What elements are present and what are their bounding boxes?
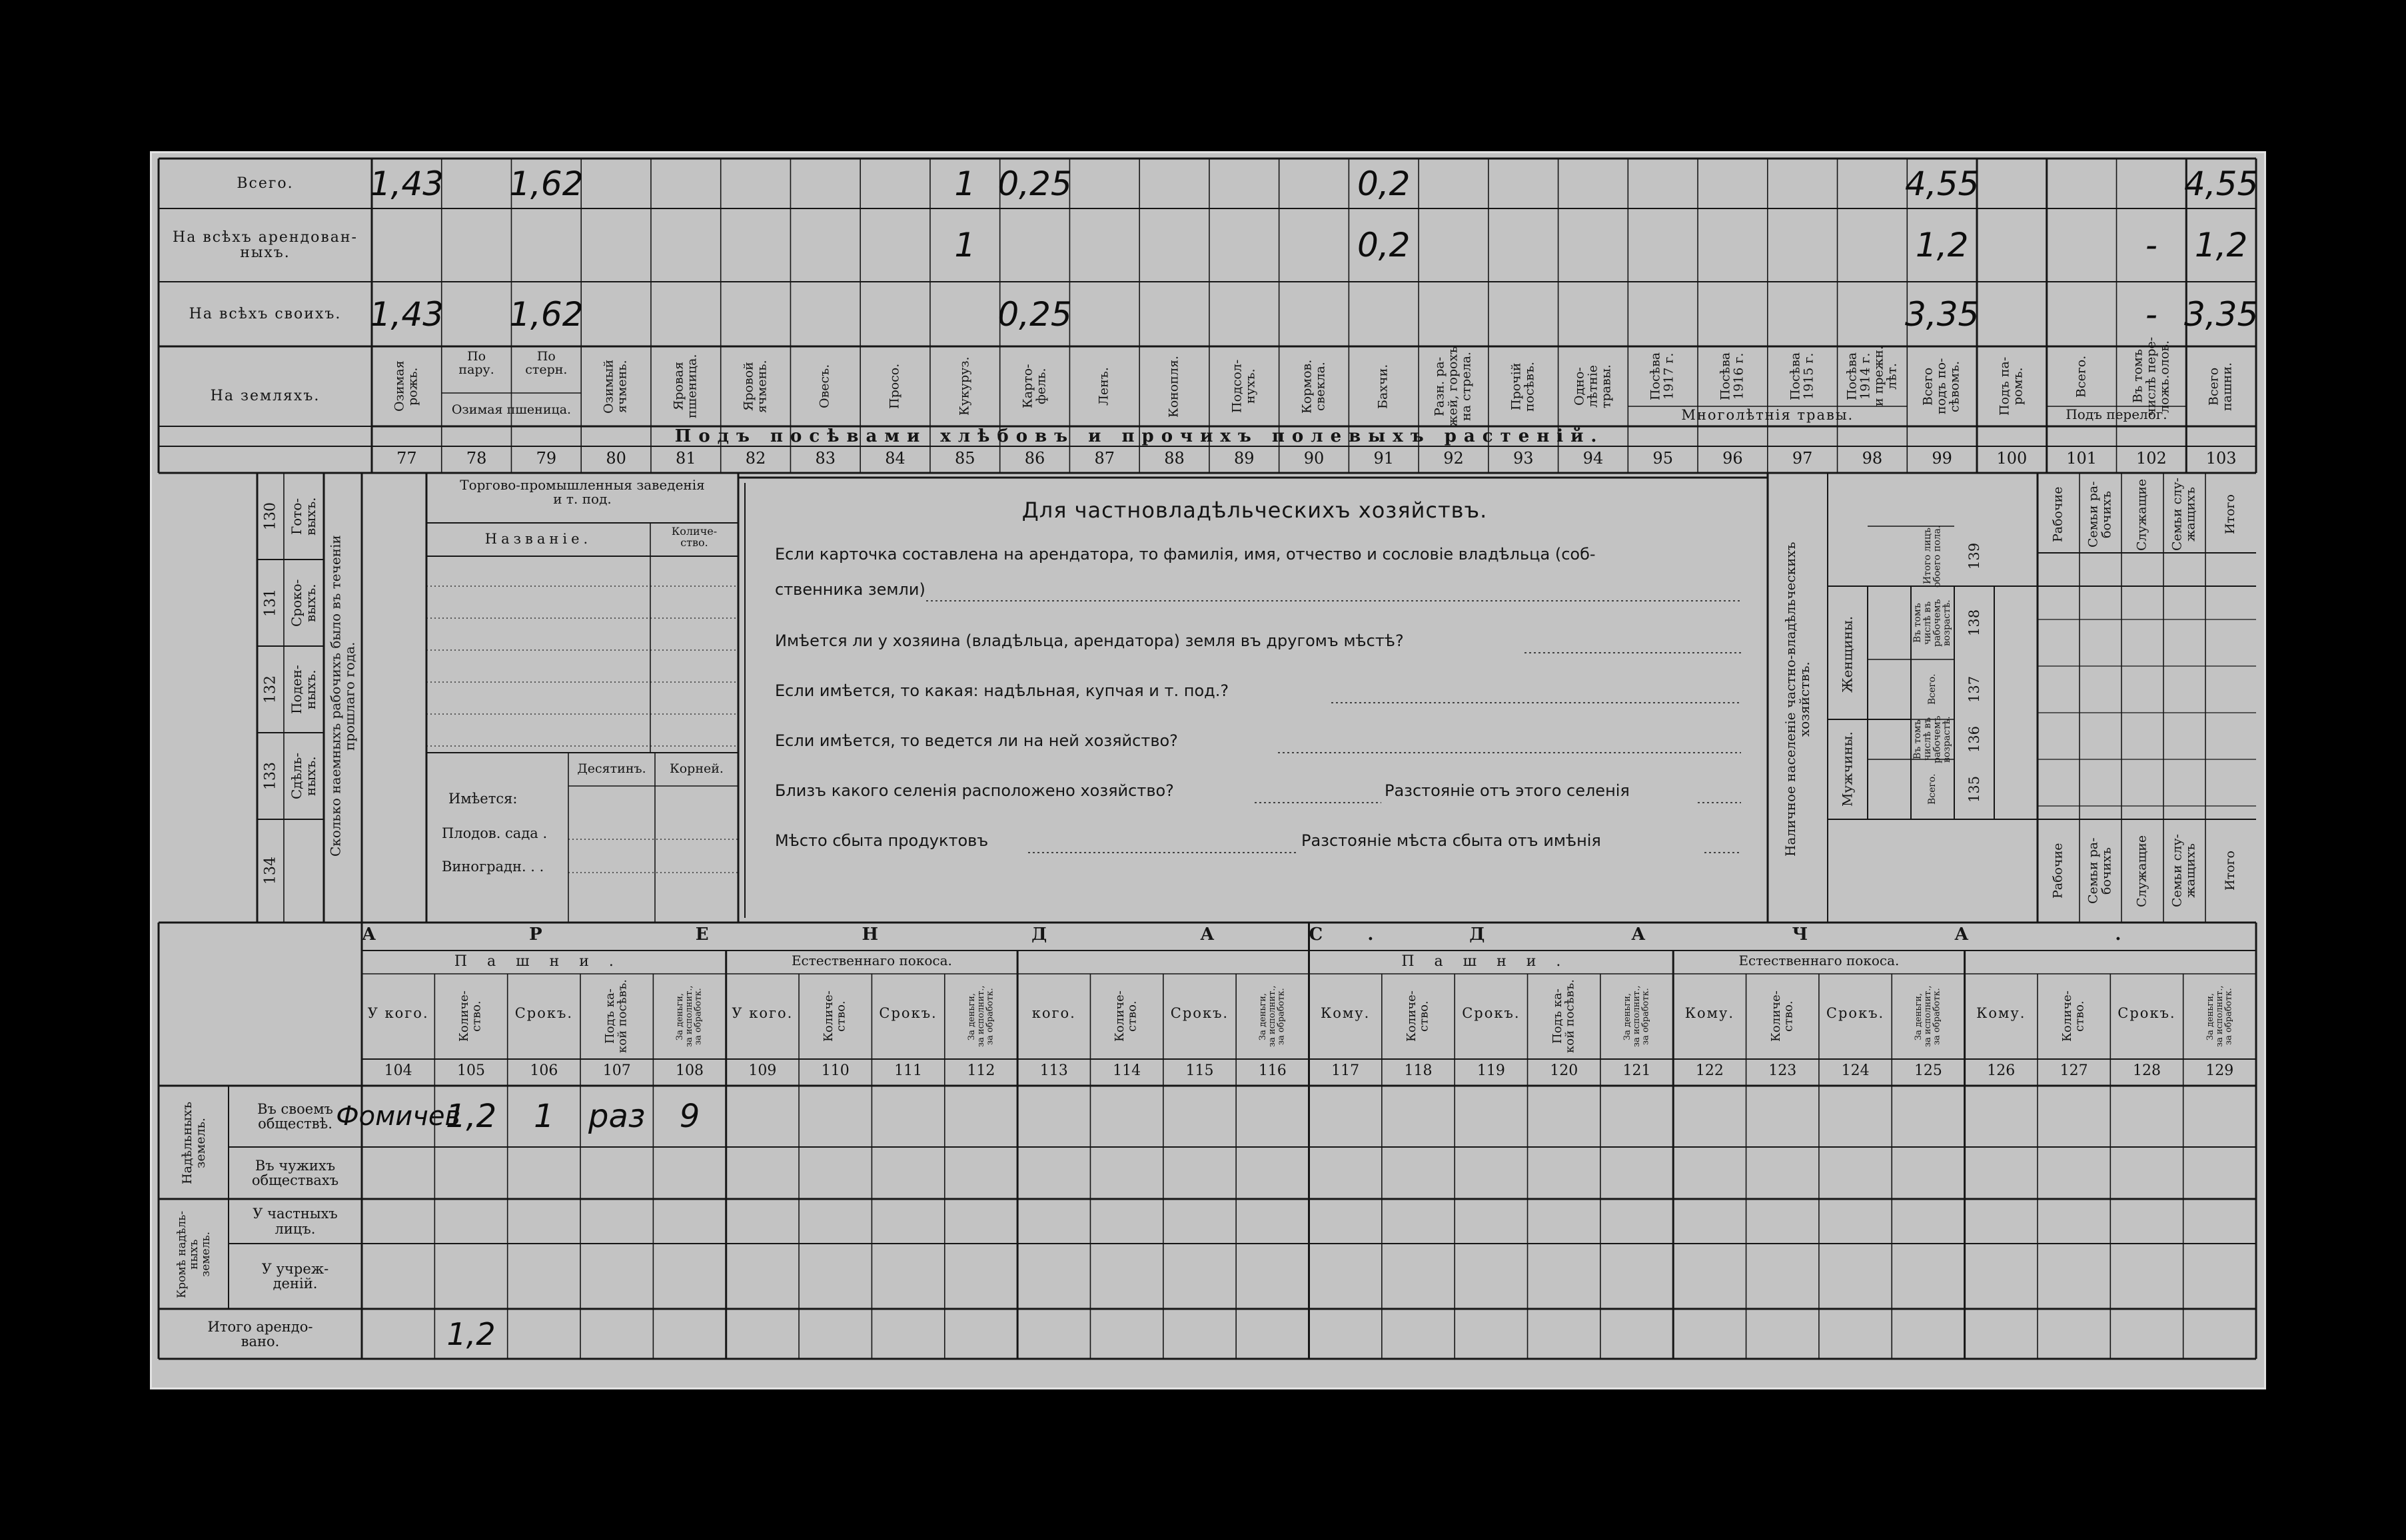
bottom-col-number: 111 [894,1062,923,1079]
top-row-label: На всѣхъ своихъ. [189,305,342,322]
pop-col-header: Семьи слу- жащихъ [2169,834,2198,908]
bottom-col-header: Количе- ство. [457,990,484,1042]
column-header: Въ томъ числѣ пере- ложь.олов. [2129,336,2171,416]
bottom-col-number: 123 [1768,1062,1797,1079]
nadel-group-label: Надѣльныхъ земель. [180,1101,208,1185]
handwritten-value: 0,25 [997,164,1072,203]
handwritten-entry: 9 [679,1098,700,1135]
worker-col-number: 133 [262,762,279,790]
column-header: Яровая пшеница. [671,354,700,419]
bottom-col-header: За деньги, за исполнит., за обработк. [1622,985,1651,1048]
column-header: Разн. ра- жей, горохъ на стрела. [1432,346,1474,427]
handwritten-value: 3,35 [1904,294,1980,334]
column-number: 93 [1512,449,1534,468]
column-header: Всего. [2074,355,2089,398]
worker-col-header: Гото- выхъ. [289,497,318,536]
column-number: 81 [676,449,696,468]
vinograd-label: Виноградн. . . [442,859,544,875]
pop-col-header: Рабочие [2050,486,2066,543]
bottom-col-number: 116 [1258,1062,1287,1079]
bottom-col-number: 113 [1039,1062,1068,1079]
bottom-col-header: За деньги, за исполнит., за обработк. [1258,985,1287,1048]
bottom-col-number: 125 [1914,1062,1942,1079]
bottom-row-label: Въ своемъ обществѣ. [257,1100,333,1132]
bottom-col-number: 117 [1331,1062,1360,1079]
bottom-col-number: 124 [1841,1062,1870,1079]
handwritten-value: 3,35 [2183,294,2259,334]
pop-sub-header: Всего. [1927,773,1938,805]
handwritten-value: 0,2 [1357,226,1411,264]
trade-qty-header: Количе- ство. [671,525,718,549]
column-number: 98 [1862,449,1883,468]
census-card [150,151,2266,1389]
itogo-label: Итого арендо- вано. [207,1318,313,1349]
column-header: Прочій посѣвъ. [1508,361,1537,412]
pop-sub-number: 138 [1966,609,1982,637]
column-header: Всего пашни. [2206,362,2235,411]
handwritten-value: 1,62 [509,164,584,203]
bottom-col-number: 107 [602,1062,631,1079]
na-zemlyakh-label: На земляхъ. [210,388,320,405]
handwritten-value: 1,2 [2194,226,2248,264]
handwritten-itogo: 1,2 [446,1316,496,1352]
column-number: 83 [815,449,836,468]
question-other-land: Имѣется ли у хозяина (владѣльца, арендатора) земля въ другомъ мѣстѣ? [775,631,1404,650]
arenda-header: АРЕНДА. [362,925,1527,945]
pop-sub-number: 139 [1966,542,1982,570]
bottom-col-header: Срокъ. [1170,1005,1229,1021]
korney-header: Корней. [670,761,724,776]
trade-name-header: Названіе. [484,531,592,547]
column-number: 90 [1303,449,1325,468]
bottom-col-number: 106 [530,1062,558,1079]
bottom-col-header: Количе- ство. [821,990,848,1042]
pop-col-header: Служащие [2134,835,2149,907]
plodov-sad-label: Плодов. сада . [442,825,548,841]
bottom-col-number: 118 [1404,1062,1433,1079]
bottom-col-number: 110 [821,1062,850,1079]
bottom-col-number: 112 [967,1062,995,1079]
pop-sub-number: 137 [1966,675,1982,703]
pop-sub-header: Всего. [1927,673,1938,705]
column-header: Бахчи. [1375,364,1391,409]
column-number: 79 [536,449,557,468]
pop-sub-header: Въ томъ числѣ въ рабочемъ возрастѣ. [1912,715,1953,763]
pop-col-header: Рабочие [2050,843,2066,899]
column-header: Овесъ. [817,364,832,409]
bottom-col-number: 122 [1695,1062,1724,1079]
worker-col-number: 132 [262,675,279,703]
bottom-col-header: За деньги, за исполнит., за обработк. [675,985,704,1048]
column-number: 103 [2205,449,2237,468]
worker-col-number: 130 [262,502,279,530]
column-number: 87 [1094,449,1115,468]
bottom-col-header: Срокъ. [1826,1005,1885,1021]
bottom-col-header: Количе- ство. [2060,990,2087,1042]
bottom-col-header: Срокъ. [2117,1005,2176,1021]
worker-col-header: Сдѣль- ныхъ. [289,752,318,800]
hired-workers-title: Сколько наемныхъ рабочихъ было въ теченіи прошлаго года. [327,535,358,857]
bottom-col-number: 109 [748,1062,777,1079]
bottom-col-number: 120 [1550,1062,1578,1079]
bottom-col-header: Количе- ство. [1404,990,1431,1042]
column-header: Конопля. [1166,355,1181,418]
arenda-pashni: Пашни. [454,953,634,970]
pod-perelog-label: Подъ перелог. [2066,406,2167,422]
column-number: 86 [1024,449,1045,468]
column-header: Посѣва 1915 г. [1788,352,1816,401]
column-number: 84 [885,449,905,468]
distance-village-label: Разстояніе отъ этого селенія [1385,781,1630,800]
bottom-col-number: 129 [2205,1062,2234,1079]
bottom-col-header: За деньги, за исполнит., за обработк. [966,985,995,1048]
trade-title: Торгово-промышленныя заведенія и т. под. [460,477,705,507]
bottom-col-header: За деньги, за исполнит., за обработк. [1914,985,1942,1048]
mnogoletnie-label: Многолѣтнія травы. [1681,407,1854,423]
pop-col-header: Семьи слу- жащихъ [2169,478,2198,552]
handwritten-entry: Фомичев [336,1101,461,1132]
handwritten-value: - [2145,294,2157,334]
bottom-col-header: Подъ ка- кой посѣвъ. [602,979,630,1054]
distance-market-label: Разстояніе мѣста сбыта отъ имѣнія [1301,831,1601,850]
column-number: 97 [1792,449,1813,468]
column-number: 100 [1996,449,2028,468]
question-owner-cont: ственника земли) [775,580,925,599]
bottom-col-header: За деньги, за исполнит., за обработк. [2205,985,2234,1048]
column-number: 80 [606,449,626,468]
column-header: Посѣва 1916 г. [1718,352,1746,401]
column-number: 88 [1164,449,1185,468]
column-number: 95 [1652,449,1673,468]
handwritten-value: 0,2 [1357,164,1411,203]
question-farming: Если имѣется, то ведется ли на ней хозяйство? [775,731,1178,750]
imeetsya-label: Имѣется: [448,791,518,807]
sdacha-pokos: Естественнаго покоса. [1738,953,1900,968]
pop-sub-number: 135 [1966,775,1982,803]
column-header: Просо. [887,363,902,410]
bottom-row-label: Въ чужихъ обществахъ [251,1157,339,1188]
handwritten-value: 1,43 [369,164,444,203]
question-land-type: Если имѣется, то какая: надѣльная, купчая и т. под.? [775,681,1229,700]
column-number: 77 [396,449,417,468]
pop-col-header: Служащие [2134,478,2149,551]
worker-col-header: Сроко- выхъ. [289,579,318,627]
handwritten-value: - [2145,226,2157,264]
banner-label: Подъ посѣвами хлѣбовъ и прочихъ полевыхъ растеній. [674,426,1604,446]
bottom-col-number: 115 [1185,1062,1214,1079]
column-header: Яровой ячмень. [741,360,770,413]
column-header: Одно- лѣтніе травы. [1572,364,1613,408]
handwritten-value: 1 [954,226,976,264]
bottom-col-number: 104 [384,1062,412,1079]
column-header: Всего подъ по- сѣвомъ. [1920,358,1962,415]
column-number: 91 [1373,449,1394,468]
column-header: Подсол- нухъ. [1229,359,1258,414]
bottom-col-number: 126 [1987,1062,2016,1079]
column-header: По пару. [458,349,494,377]
bottom-row-label: У учреж- деній. [261,1260,329,1292]
pop-sub-number: 136 [1966,725,1982,753]
worker-col-number: 131 [262,589,279,617]
column-number: 101 [2066,449,2098,468]
handwritten-value: 0,25 [997,294,1072,334]
bottom-col-header: Срокъ. [1462,1005,1520,1021]
column-header: По стерн. [525,349,568,377]
bottom-col-header: Количе- ство. [1113,990,1140,1042]
handwritten-entry: раз [588,1098,646,1135]
bottom-col-header: Кому. [1976,1005,2026,1021]
bottom-col-number: 119 [1477,1062,1505,1079]
bottom-col-header: кого. [1031,1005,1076,1021]
men-label: Мужчины. [1839,731,1856,807]
bottom-col-number: 121 [1622,1062,1651,1079]
center-title: Для частновладѣльческихъ хозяйствъ. [1021,498,1488,523]
column-number: 85 [955,449,975,468]
column-header: Кукуруз. [957,356,972,416]
bottom-col-number: 105 [457,1062,486,1079]
ozimaya-pshenitsa-label: Озимая пшеница. [451,402,572,417]
top-row-label: Всего. [237,175,294,192]
bottom-col-number: 127 [2060,1062,2088,1079]
krome-group-label: Кромѣ надѣль- ныхъ земель. [175,1210,213,1298]
column-header: Посѣва 1917 г. [1648,352,1676,401]
column-number: 99 [1932,449,1952,468]
bottom-col-number: 114 [1113,1062,1141,1079]
column-header: Ленъ. [1096,367,1111,406]
handwritten-value: 4,55 [1904,164,1980,203]
women-label: Женщины. [1839,615,1856,693]
bottom-col-header: Кому. [1684,1005,1735,1021]
column-header: Карто- фель. [1020,364,1049,409]
bottom-row-label: У частныхъ лицъ. [253,1206,338,1237]
pop-col-header: Итого [2223,851,2238,891]
bottom-col-header: Срокъ. [879,1005,937,1021]
bottom-col-header: У кого. [732,1005,794,1021]
handwritten-entry: 1 [534,1098,554,1135]
sdacha-header: СДАЧА. [1309,925,2268,945]
handwritten-value: 1 [954,164,976,203]
column-number: 78 [466,449,487,468]
bottom-col-number: 108 [676,1062,704,1079]
column-header: Озимая рожь. [392,360,420,412]
handwritten-value: 4,55 [2183,164,2259,203]
column-number: 96 [1722,449,1743,468]
desyatin-header: Десятинъ. [577,761,646,776]
bottom-col-number: 128 [2132,1062,2161,1079]
bottom-col-header: Срокъ. [514,1005,574,1021]
column-number: 102 [2135,449,2167,468]
arenda-pokos: Естественнаго покоса. [791,953,952,968]
handwritten-entry: 1,2 [445,1098,497,1135]
sdacha-pashni: Пашни. [1401,953,1581,970]
pop-sub-header: Итого лицъ обоего пола. [1922,525,1943,587]
handwritten-value: 1,43 [369,294,444,334]
column-number: 94 [1582,449,1604,468]
question-market: Мѣсто сбыта продуктовъ [775,831,989,850]
worker-col-header: Поден- ныхъ. [289,665,318,714]
handwritten-value: 1,62 [509,294,584,334]
column-header: Подъ па- ромъ. [1997,356,2026,416]
pop-sub-header: Въ томъ числѣ въ рабочемъ возрастѣ. [1912,599,1953,647]
bottom-col-header: Количе- ство. [1768,990,1796,1042]
worker-col-number: 134 [262,857,279,885]
column-number: 89 [1233,449,1255,468]
bottom-col-header: У кого. [367,1005,429,1021]
column-header: Посѣва 1914 г. и прежн. лѣт. [1844,346,1899,407]
column-header: Озимый ячмень. [601,359,630,414]
question-owner: Если карточка составлена на арендатора, то фамилія, имя, отчество и сословіе владѣльца (соб- [775,545,1596,564]
column-header: Кормов. свекла. [1299,359,1327,414]
bottom-col-header: Подъ ка- кой посѣвъ. [1550,979,1577,1054]
population-title: Наличное населеніе частно-владѣльческихъ хозяйствъ. [1782,542,1812,857]
pop-col-header: Семьи ра- бочихъ [2086,481,2114,548]
column-number: 92 [1443,449,1464,468]
pop-col-header: Семьи ра- бочихъ [2086,837,2114,905]
column-number: 82 [745,449,766,468]
top-row-label: На всѣхъ арендован- ныхъ. [173,228,358,261]
bottom-col-header: Кому. [1321,1005,1371,1021]
handwritten-value: 1,2 [1915,226,1969,264]
pop-col-header: Итого [2223,494,2238,535]
question-village: Близъ какого селенія расположено хозяйство? [775,781,1174,800]
